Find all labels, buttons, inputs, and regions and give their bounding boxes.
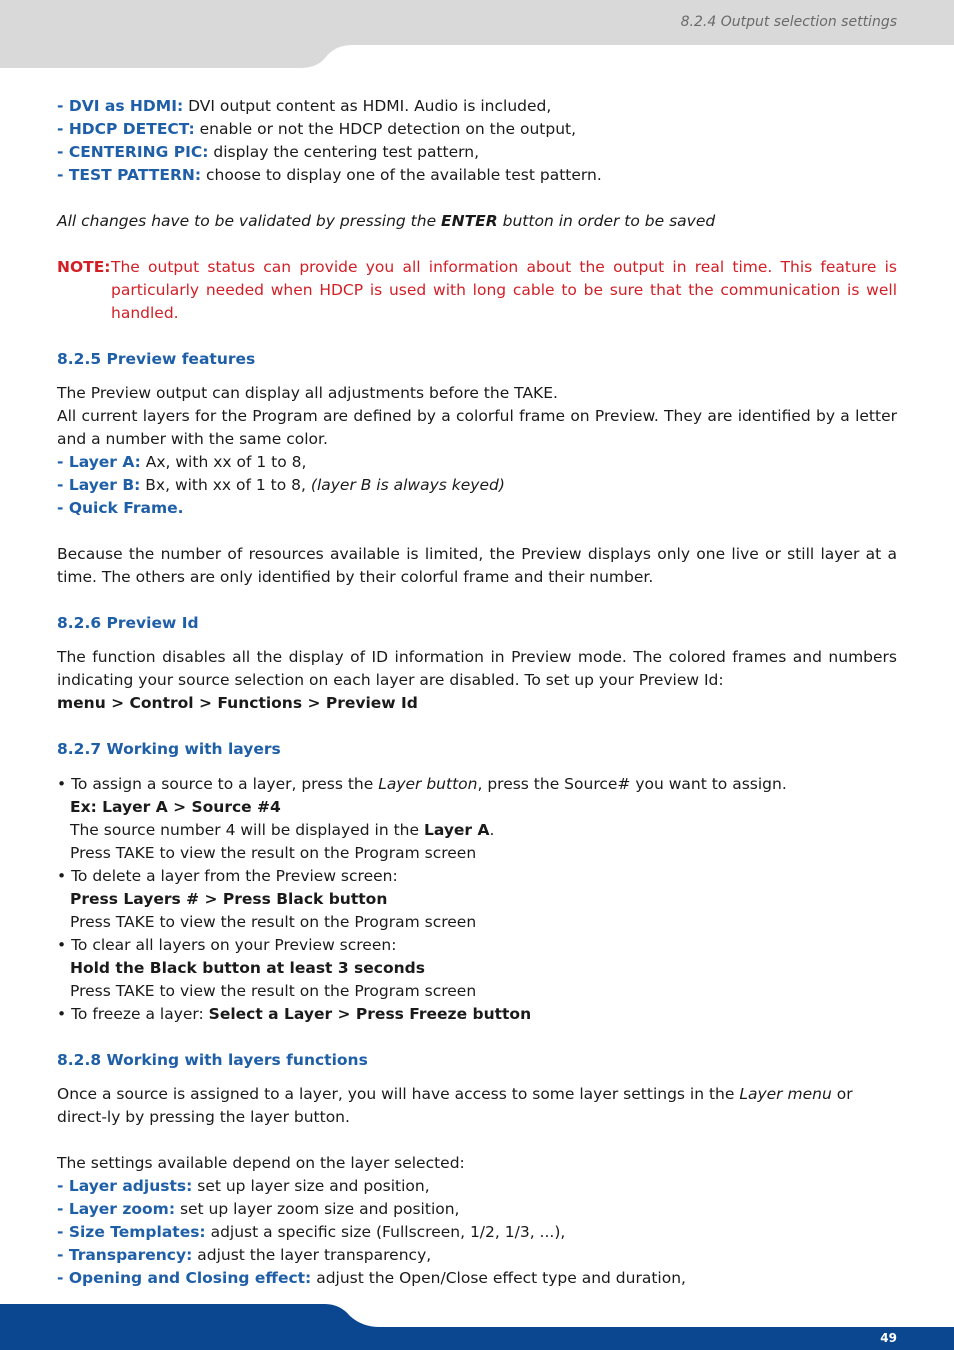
setting-line: - TEST PATTERN: choose to display one of the available test pattern. <box>57 166 602 184</box>
footer-band <box>0 1304 954 1350</box>
list-item: - Quick Frame. <box>57 499 184 517</box>
list-item: - Opening and Closing effect: adjust the Open/Close effect type and duration, <box>57 1269 686 1287</box>
page-footer <box>0 1304 954 1350</box>
section-heading-preview-features: 8.2.5 Preview features <box>57 350 256 368</box>
setting-line: - DVI as HDMI: DVI output content as HDMI. Audio is included, <box>57 97 552 115</box>
setting-line: - HDCP DETECT: enable or not the HDCP detection on the output, <box>57 120 577 138</box>
bullet-detail: Hold the Black button at least 3 seconds <box>70 959 425 977</box>
bullet-item: • To freeze a layer: Select a Layer > Press Freeze button <box>57 1005 532 1023</box>
bullet-detail: Press TAKE to view the result on the Program screen <box>70 844 477 862</box>
bullet-detail: Press TAKE to view the result on the Program screen <box>70 982 477 1000</box>
note-label: NOTE: <box>57 258 111 276</box>
paragraph: The function disables all the display of ID information in Preview mode. The colored frames and numbers indicating your source selection on each layer are disabled. To set up your Preview Id: <box>57 648 897 689</box>
section-heading-working-layers: 8.2.7 Working with layers <box>57 740 281 758</box>
list-item: - Layer adjusts: set up layer size and position, <box>57 1177 430 1195</box>
list-item: - Transparency: adjust the layer transparency, <box>57 1246 432 1264</box>
bullet-detail: Ex: Layer A > Source #4 <box>70 798 281 816</box>
paragraph: The settings available depend on the layer selected: <box>57 1154 465 1172</box>
setting-line: - CENTERING PIC: display the centering test pattern, <box>57 143 480 161</box>
note-block <box>57 256 897 325</box>
paragraph: The Preview output can display all adjustments before the TAKE. <box>57 384 558 402</box>
page-number: 49 <box>880 1331 897 1345</box>
note-text: The output status can provide you all information about the output in real time. This feature is particularly needed when HDCP is used with long cable to be sure that the communication is well handled. <box>111 258 897 322</box>
bullet-item: • To delete a layer from the Preview screen: <box>57 867 398 885</box>
list-item: - Layer zoom: set up layer zoom size and position, <box>57 1200 460 1218</box>
menu-path: menu > Control > Functions > Preview Id <box>57 694 418 712</box>
bullet-detail: The source number 4 will be displayed in the Layer A. <box>70 821 495 839</box>
bullet-detail: Press TAKE to view the result on the Program screen <box>70 913 477 931</box>
paragraph: Once a source is assigned to a layer, you will have access to some layer settings in the Layer menu or direct-ly by pressing the layer button. <box>57 1085 853 1126</box>
section-heading-layer-functions: 8.2.8 Working with layers functions <box>57 1051 368 1069</box>
header-title: 8.2.4 Output selection settings <box>680 14 897 30</box>
page-content <box>57 95 897 1290</box>
paragraph: All current layers for the Program are defined by a colorful frame on Preview. They are identified by a letter and a number with the same color. <box>57 407 897 448</box>
list-item: - Size Templates: adjust a specific size (Fullscreen, 1/2, 1/3, ...), <box>57 1223 566 1241</box>
paragraph: Because the number of resources available is limited, the Preview displays only one live or still layer at a time. The others are only identified by their colorful frame and their number. <box>57 545 897 586</box>
section-heading-preview-id: 8.2.6 Preview Id <box>57 614 199 632</box>
bullet-detail: Press Layers # > Press Black button <box>70 890 388 908</box>
header-band <box>0 0 954 70</box>
list-item: - Layer B: Bx, with xx of 1 to 8, (layer B is always keyed) <box>57 476 505 494</box>
page-header <box>0 0 954 70</box>
bullet-item: • To clear all layers on your Preview screen: <box>57 936 397 954</box>
list-item: - Layer A: Ax, with xx of 1 to 8, <box>57 453 307 471</box>
validation-text: All changes have to be validated by pressing the ENTER button in order to be saved <box>57 212 716 230</box>
bullet-item: • To assign a source to a layer, press the Layer button, press the Source# you want to assign. <box>57 775 787 793</box>
